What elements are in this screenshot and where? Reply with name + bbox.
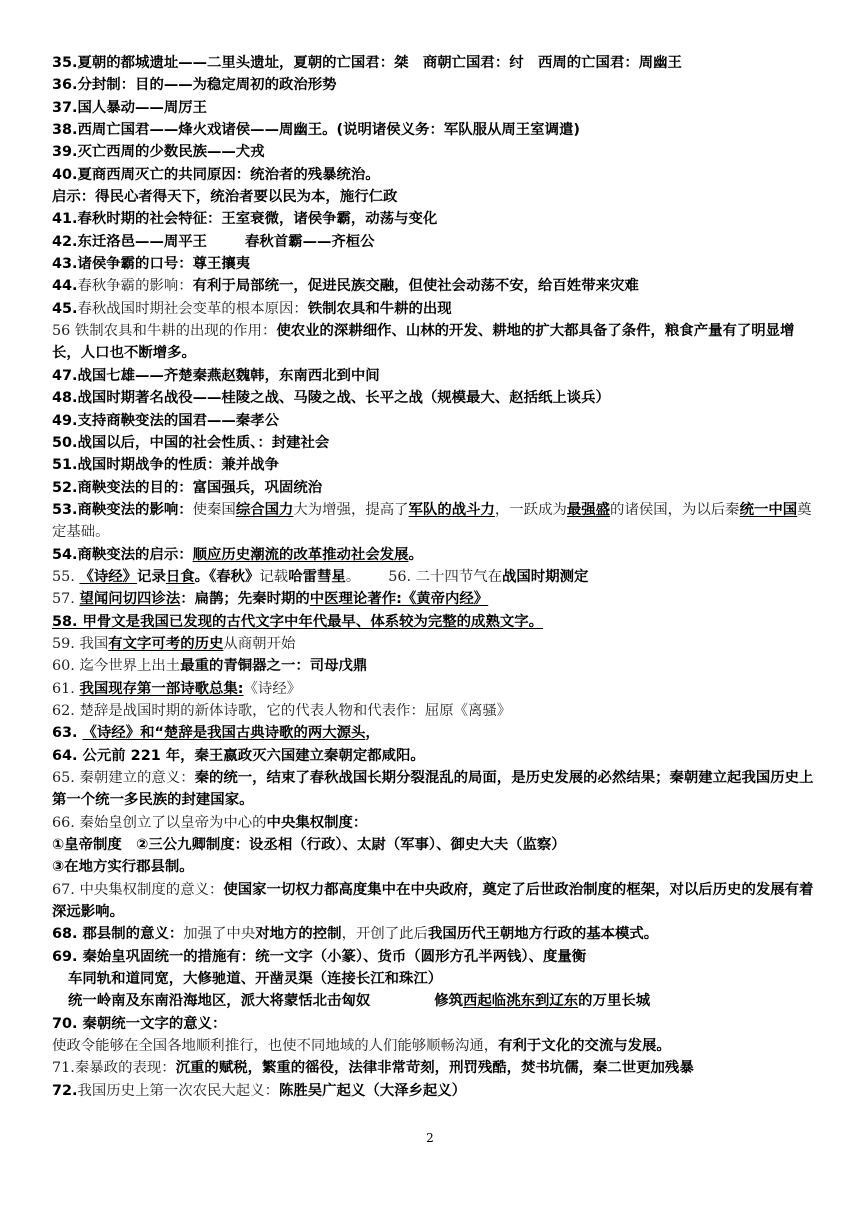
item-53-key: 军队的战斗力 [408,501,495,518]
item-72-label: 我国历史上第一次农民大起义： [77,1082,279,1099]
item-66 [52,812,814,834]
document-page [52,52,814,1102]
item-53-text: 的诸侯国，为以后秦 [610,501,740,518]
item-68-label: 68. 郡县制的意义： [52,926,184,943]
item-64: 64. 公元前 221 年，秦王嬴政灭六国建立秦朝定都咸阳。 [52,747,425,764]
item-55-text: 记录 [137,568,166,585]
item-67-label: 67. 中央集权制度的意义： [52,881,224,898]
item-69-wall-key: 西起临洮东到辽东 [463,993,579,1010]
item-67 [52,879,814,924]
item-56-key: 战国时期测定 [502,568,589,585]
item-69: 69. 秦始皇巩固统一的措施有：统一文字（小篆）、货币（圆形方孔半两钱）、度量衡 [52,948,587,965]
item-53-key: 统一中国 [739,501,798,518]
item-66-text: 66. 秦始皇创立了以皇帝为中心的 [52,814,267,831]
item-59-text: 从商朝开始 [223,635,296,652]
item-47: 47.战国七雄——齐楚秦燕赵魏韩，东南西北到中间 [52,367,380,384]
item-42-part-a: 42.东迁洛邑——周平王 [52,233,208,250]
item-40: 40.夏商西周灭亡的共同原因：统治者的残暴统治。 [52,166,380,183]
item-53-label: 53.商鞅变法的影响： [52,501,193,518]
item-44-number: 44. [52,278,78,295]
item-57-text: ：扁鹊；先秦时期的 [180,591,310,608]
item-69-line-2: 车同轨和道同宽，大修驰道、开凿灵渠（连接长江和珠江） [68,971,443,988]
item-71 [52,1057,814,1079]
item-42-part-b: 春秋首霸——齐桓公 [245,233,375,250]
item-67-content: 使国家一切权力都高度集中在中央政府，奠定了后世政治制度的框架，对以后历史的发展有着深远影响。 [52,881,814,921]
item-51: 51.战国时期战争的性质：兼并战争 [52,457,279,474]
item-56-label: 56 铁制农具和牛耕的出现的作用： [52,323,277,340]
item-63-number: 63. [52,725,83,742]
item-70-text: 使政令能够在全国各地顺利推行，也使不同地域的人们能够顺畅沟通， [52,1038,499,1055]
item-71-label: 秦暴政的表现： [74,1060,176,1077]
item-45-content: 铁制农具和牛耕的出现 [307,300,452,317]
item-53-text: ，一跃成为 [494,501,567,518]
item-56-iron-tools [52,320,814,365]
page-number: 2 [426,1131,434,1145]
item-68-text: ，开创了此后 [341,926,428,943]
item-70-key: 有利于文化的交流与发展。 [498,1038,671,1055]
item-61-text: 《诗经》 [243,680,302,697]
item-62: 62. 楚辞是战国时期的新体诗歌，它的代表人物和代表作：屈原《离骚》 [52,702,512,719]
item-72 [52,1080,814,1102]
item-61-key: 我国现存第一部诗歌总集: [79,680,244,697]
item-53 [52,499,814,544]
item-69-wall-text: 修筑 [434,993,464,1010]
item-44 [52,275,814,297]
item-56-solar-terms: 56. 二十四节气 [388,568,488,585]
item-54-end: 。 [408,546,423,563]
item-72-content: 陈胜吴广起义（大泽乡起义） [278,1082,467,1099]
item-59-text: 59. 我国 [52,635,109,652]
item-53-text: 大为增强，提高了 [293,501,409,518]
item-69-wall-text: 的万里长城 [578,993,651,1010]
item-60-text: 60. 迄今世界上出土 [52,658,181,675]
item-54-content: 顺应历史潮流的改革推动社会发展 [192,546,409,563]
item-53-key: 综合国力 [235,501,294,518]
item-65-content: 秦的统一，结束了春秋战国长期分裂混乱的局面，是历史发展的必然结果；秦朝建立起我国历史上第一个统一多民族的封建国家。 [52,770,814,809]
item-70: 70. 秦朝统一文字的意义： [52,1015,227,1032]
item-63-end: ， [365,725,380,742]
item-66-point-3: ③在地方实行郡县制。 [52,859,194,876]
item-57-number: 57. [52,591,80,608]
item-71-number: 71. [52,1060,75,1077]
item-55-key: 日食 [165,568,195,585]
item-53-text: 使秦国 [192,501,236,518]
item-68-text: 加强了中央 [183,926,256,943]
item-59 [52,633,814,655]
item-59-key: 有文字可考的历史 [108,635,224,652]
item-65 [52,767,814,812]
item-69-lingnan: 统一岭南及东南沿海地区，派大将蒙恬北击匈奴 [68,993,371,1010]
item-63 [52,722,814,744]
item-39: 39.灭亡西周的少数民族——犬戎 [52,144,265,161]
item-40-insight: 启示：得民心者得天下，统治者要以民为本，施行仁政 [52,189,398,206]
item-37: 37.国人暴动——周厉王 [52,99,208,116]
item-55-56 [52,566,814,588]
item-44-content: 有利于局部统一，促进民族交融，但使社会动荡不安，给百姓带来灾难 [192,278,639,295]
item-45 [52,298,814,320]
item-53-text: 奠定基础。 [52,501,812,541]
item-55-number: 55. [52,568,80,585]
item-65-label: 65. 秦朝建立的意义： [52,770,195,786]
item-58: 58. 甲骨文是我国已发现的古代文字中年代最早、体系较为完整的成熟文字。 [52,613,544,630]
item-43: 43.诸侯争霸的口号：尊王攘夷 [52,256,251,273]
item-70-content [52,1035,814,1057]
item-54-label: 54.商鞅变法的启示： [52,546,193,563]
item-57-key: 中医理论著作:《黄帝内经》 [309,591,489,608]
item-38: 38.西周亡国君——烽火戏诸侯——周幽王。(说明诸侯义务：军队服从周王室调遣) [52,122,580,139]
item-41: 41.春秋时期的社会特征：王室衰微，诸侯争霸，动荡与变化 [52,211,438,228]
item-50: 50.战国以后，中国的社会性质、：封建社会 [52,434,330,451]
item-63-key: 《诗经》和“楚辞是我国古典诗歌的两大源头 [82,725,366,742]
item-61-number: 61. [52,680,80,697]
item-55-key: 哈雷彗星 [288,568,346,585]
item-60 [52,655,814,677]
item-45-number: 45. [52,300,78,317]
item-55-text: 。《春秋》 [194,568,260,585]
item-69-line-3 [52,990,814,1012]
item-52: 52.商鞅变法的目的：富国强兵，巩固统治 [52,479,323,496]
item-68-key: 我国历代王朝地方行政的基本模式。 [427,926,659,943]
item-48: 48.战国时期著名战役——桂陵之战、马陵之战、长平之战（规模最大、赵括纸上谈兵） [52,390,610,407]
item-35: 35.夏朝的都城遗址——二里头遗址，夏朝的亡国君：桀 商朝亡国君：纣 西周的亡国君：周幽王 [52,55,682,71]
item-55-text: 记载 [259,568,289,585]
item-53-key: 最强盛 [566,501,611,518]
item-71-content: 沉重的赋税，繁重的徭役，法律非常苛刻，刑罚残酷，焚书坑儒，秦二世更加残暴 [175,1060,694,1077]
item-66-key: 中央集权制度 [266,814,353,831]
item-56-content: 使农业的深耕细作、山林的开发、耕地的扩大都具备了条件，粮食产量有了明显增长，人口也不断增多。 [52,323,795,362]
item-42 [52,231,814,253]
item-68-key: 对地方的控制 [255,926,342,943]
item-57 [52,588,814,610]
item-54 [52,544,814,566]
item-57-key: 望闻问切四诊法 [79,591,181,608]
item-60-key: 最重的青铜器之一：司母戊鼎 [180,658,368,675]
item-68 [52,923,814,945]
item-36: 36.分封制：目的——为稳定周初的政治形势 [52,77,337,94]
item-66-points: ①皇帝制度 ②三公九卿制度：设丞相（行政）、太尉（军事）、御史大夫（监察） [52,837,566,854]
item-56-text: 在 [487,568,503,585]
item-44-label: 春秋争霸的影响： [77,278,193,295]
item-61 [52,678,814,700]
item-66-end: ： [352,814,368,831]
item-55-key: 《诗经》 [79,568,138,585]
item-45-label: 春秋战国时期社会变革的根本原因： [77,300,308,317]
item-55-text: 。 [345,568,361,585]
item-49: 49.支持商鞅变法的国君——秦孝公 [52,412,279,429]
item-72-number: 72. [52,1082,78,1099]
